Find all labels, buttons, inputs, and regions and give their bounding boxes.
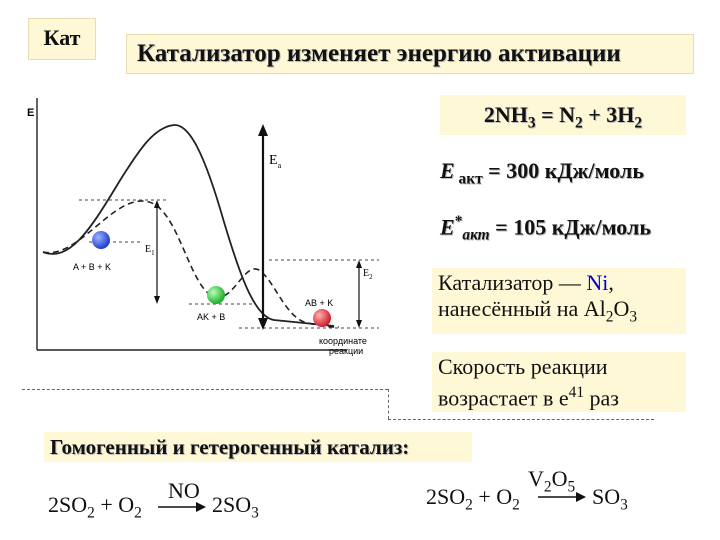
- catalyzed-activation-energy: $E^*_{акт} = 105$ кДж/моль: [440, 213, 651, 244]
- label-products: AB + K: [305, 298, 334, 308]
- x-axis-label-2: реакции: [329, 346, 364, 356]
- label-E2: $E_2$: [363, 268, 373, 281]
- y-axis-label: E: [27, 107, 35, 119]
- intermediate-ball: [207, 286, 225, 304]
- product-so3: $2SO_3$: [212, 492, 259, 522]
- arrow-icon: [156, 500, 208, 514]
- reaction-equation: $2NH_3 = N_2 + 3H_2$: [440, 95, 686, 135]
- reactant-ball: [92, 231, 110, 249]
- uncatalyzed-curve: [43, 125, 334, 326]
- speed-note: Скорость реакции возрастает в $e^{41}$ раз: [432, 352, 686, 412]
- label-E1: $E_1$: [145, 244, 155, 257]
- slide-tag: Кат: [28, 18, 96, 60]
- slide-title: Катализатор изменяет энергию активации: [126, 34, 694, 74]
- product-ball: [313, 309, 331, 327]
- product-so3-2: $SO_3$: [592, 484, 628, 514]
- catalyst-no: NO: [168, 478, 200, 503]
- label-Ea: $E_a$: [269, 153, 282, 170]
- activation-energy: E $_{акт}$ = 300 кДж/моль: [440, 158, 644, 188]
- reaction-heterogeneous: $2SO_2 + O_2$: [426, 484, 520, 514]
- separator-1: [22, 389, 388, 390]
- label-intermediate: AK + B: [197, 312, 226, 322]
- catalyst-note: Катализатор — Ni, нанесённый на $Al_2O_3$: [432, 268, 686, 334]
- label-reactants: A + B + K: [73, 262, 112, 272]
- reaction-homogeneous: $2SO_2 + O_2$: [48, 492, 142, 522]
- x-axis-label-1: координате: [319, 336, 367, 346]
- catalysis-title: Гомогенный и гетерогенный катализ:: [44, 432, 472, 462]
- arrow-icon-2: [536, 490, 588, 504]
- energy-diagram: [29, 92, 395, 368]
- separator-2: [388, 389, 389, 419]
- separator-3: [388, 419, 654, 420]
- catalyst-v2o5: $V_2O_5$: [528, 466, 576, 496]
